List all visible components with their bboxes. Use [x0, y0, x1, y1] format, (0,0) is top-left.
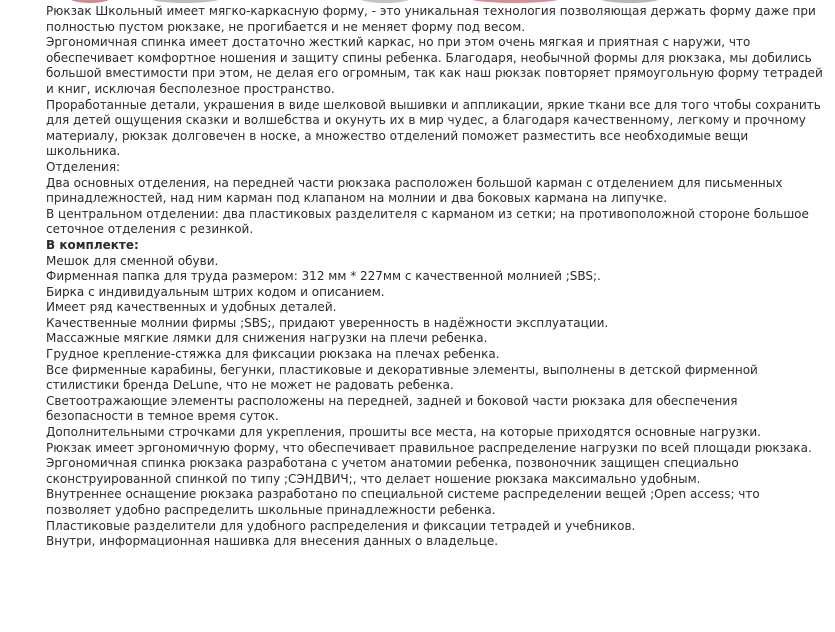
image-edge-fragment — [470, 0, 560, 3]
description-paragraph: Эргономичная спинка имеет достаточно жесткий каркас, но при этом очень мягкая и приятная с наружи, что обеспечивает комфортное ношения и защиту спины ребенка. Благодаря, необычной формы для рюкзака, мы добились большой вместимости при этом, не делая его огромным, так как наш рюкзак повторяет прямоугольную форму тетрадей и книг, исключая бесполезное пространство. — [46, 35, 823, 96]
included-item: Мешок для сменной обуви. — [46, 253, 219, 268]
feature-line: Качественные молнии фирмы ;SBS;, придают уверенность в надёжности эксплуатации. — [46, 315, 609, 330]
feature-line: Грудное крепление-стяжка для фиксации рюкзака на плечах ребенка. — [46, 347, 500, 362]
image-edge-fragment — [150, 0, 220, 3]
feature-line: Внутреннее оснащение рюкзака разработано по специальной системе распределении вещей ;Open access; что позволяет удобно распределить школьные принадлежности ребенка. — [46, 487, 760, 517]
feature-line: Внутри, информационная нашивка для внесения данных о владельце. — [46, 534, 499, 549]
feature-line: Дополнительными строчками для укрепления, прошиты все места, на которые приходятся основные нагрузки. — [46, 425, 761, 440]
included-item: Бирка с индивидуальным штрих кодом и описанием. — [46, 284, 385, 299]
description-paragraph: В центральном отделении: два пластиковых разделителя с карманом из сетки; на противоположной стороне большое сеточное отделения с резинкой. — [46, 206, 809, 237]
feature-line: Светоотражающие элементы расположены на передней, задней и боковой части рюкзака для обеспечения безопасности в темное время суток. — [46, 393, 738, 424]
description-paragraph: Два основных отделения, на передней части рюкзака расположен большой карман с отделением для письменных принадлежностей, над ним карман под клапаном на молнии и два боковых кармана на липучке. — [46, 175, 783, 206]
image-edge-fragment — [600, 0, 660, 3]
feature-line: Эргономичная спинка рюкзака разработана с учетом анатомии ребенка, позвоночник защищен специально сконструированной спинкой по типу ;СЭНДВИЧ;, что делает ношение рюкзака максимально удобным. — [46, 456, 739, 486]
feature-line: Имеет ряд качественных и удобных деталей. — [46, 300, 337, 315]
feature-line: Рюкзак имеет эргономичную форму, что обеспечивает правильное распределение нагрузки по всей площади рюкзака. — [46, 440, 812, 455]
description-paragraph: Проработанные детали, украшения в виде шелковой вышивки и аппликации, яркие ткани все для того чтобы сохранить для детей ощущения сказки и волшебства и окунуть их в мир чудес, а благодаря качественному, легкому и прочному материалу, рюкзак долговечен в носке, а множество отделений поможет разместить все необходимые вещи школьника. — [46, 97, 821, 159]
included-item: Фирменная папка для труда размером: 312 мм * 227мм с качественной молнией ;SBS;. — [46, 269, 601, 284]
section-heading-compartments: Отделения: — [46, 159, 121, 174]
image-edge-fragment — [70, 0, 110, 3]
feature-line: Пластиковые разделители для удобного распределения и фиксации тетрадей и учебников. — [46, 518, 636, 533]
feature-line: Массажные мягкие лямки для снижения нагрузки на плечи ребенка. — [46, 331, 488, 346]
feature-line: Все фирменные карабины, бегунки, пластиковые и декоративные элементы, выполнены в детской фирменной стилистики бренда DeLune, что не может не радовать ребенка. — [46, 362, 758, 393]
product-description — [46, 4, 826, 550]
section-heading-included: В комплекте: — [46, 237, 139, 252]
image-edge-fragment — [360, 0, 410, 3]
description-paragraph: Рюкзак Школьный имеет мягко-каркасную форму, - это уникальная технология позволяющая держать форму даже при полностью пустом рюкзаке, не прогибается и не меняет форму под весом. — [46, 4, 816, 34]
